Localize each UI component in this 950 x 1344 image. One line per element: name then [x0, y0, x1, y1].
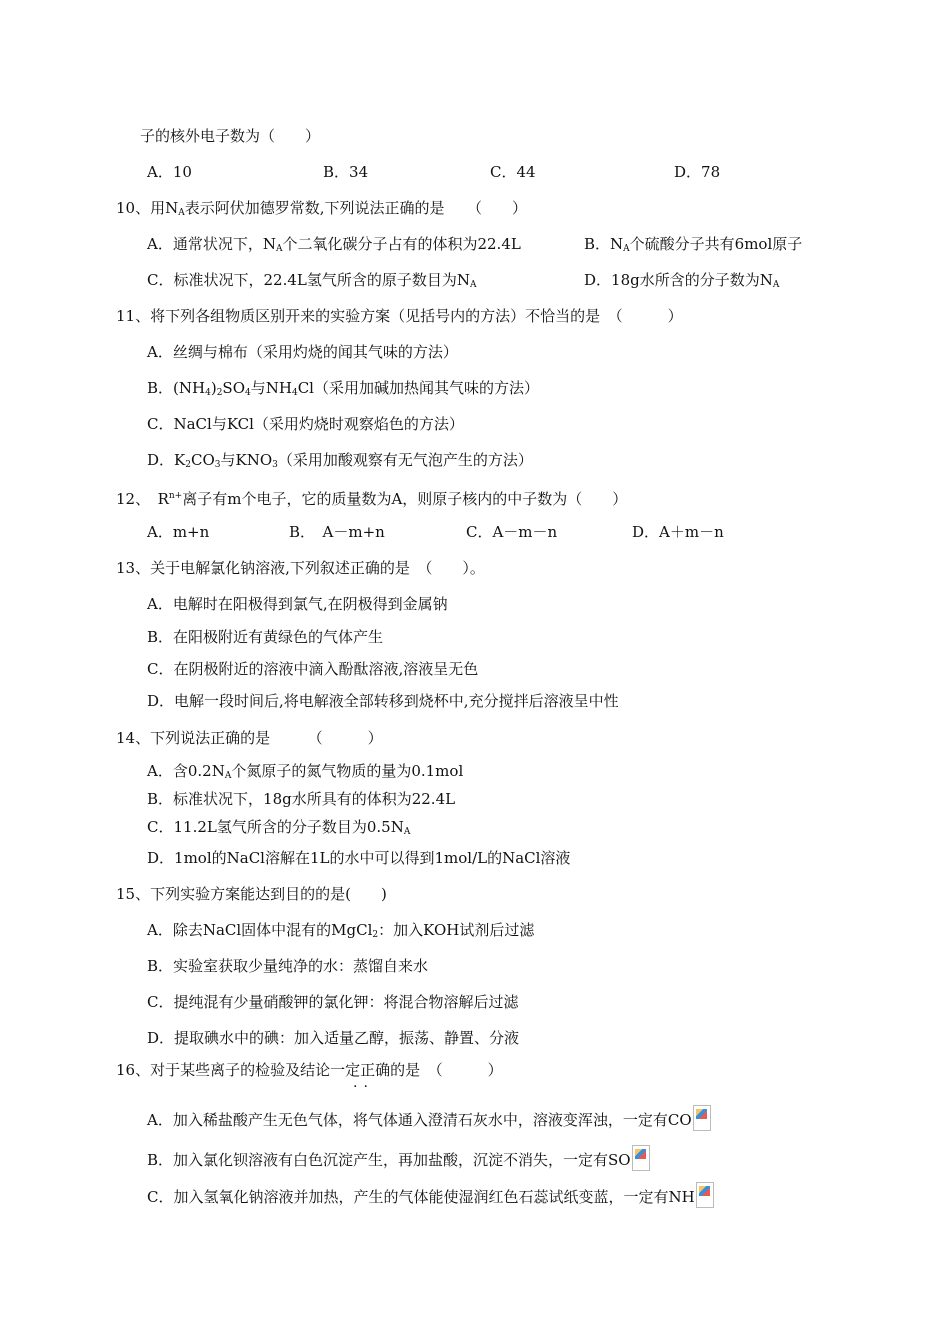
- q14-option-a: A．含$0.2N_A$个氮原子的氮气物质的量为0.1mol: [147, 762, 464, 781]
- q16-option-a: A．加入稀盐酸产生无色气体，将气体通入澄清石灰水中，溶液变浑浊，一定有CO: [147, 1105, 711, 1131]
- q10-option-d: D．18g水所含的分子数为$N_A$: [584, 271, 780, 290]
- q11-stem: 11、将下列各组物质区别开来的实验方案（见括号内的方法）不恰当的是 （ ）: [116, 307, 683, 325]
- q13-option-d: D．电解一段时间后,将电解液全部转移到烧杯中,充分搅拌后溶液呈中性: [147, 692, 619, 710]
- q9-option-c: C．44: [490, 163, 536, 181]
- q16-option-b: B．加入氯化钡溶液有白色沉淀产生，再加盐酸，沉淀不消失，一定有SO: [147, 1145, 650, 1171]
- broken-image-icon: [693, 1105, 711, 1131]
- broken-image-icon: [632, 1145, 650, 1171]
- q14-stem: 14、下列说法正确的是 （ ）: [116, 729, 383, 747]
- q12-stem: 12、 $R^{n+}$离子有m个电子，它的质量数为A，则原子核内的中子数为（ ）: [116, 490, 628, 508]
- q10-option-a: A．通常状况下，$N_A$个二氧化碳分子占有的体积为22.4L: [147, 235, 521, 254]
- emphasis-dots: ..: [353, 1075, 374, 1091]
- q13-option-b: B．在阳极附近有黄绿色的气体产生: [147, 628, 384, 646]
- q15-option-c: C．提纯混有少量硝酸钾的氯化钾：将混合物溶解后过滤: [147, 993, 519, 1011]
- q12-option-c: C．A－m－n: [466, 523, 558, 541]
- q13-option-c: C．在阴极附近的溶液中滴入酚酞溶液,溶液呈无色: [147, 660, 479, 678]
- q11-option-b: B．$(NH_4)_2SO_4$与$NH_4Cl$（采用加碱加热闻其气味的方法）: [147, 379, 539, 398]
- q15-option-b: B．实验室获取少量纯净的水：蒸馏自来水: [147, 957, 429, 975]
- q9-stem-tail: 子的核外电子数为（ ）: [140, 127, 321, 145]
- q16-option-c: C．加入氢氧化钠溶液并加热，产生的气体能使湿润红色石蕊试纸变蓝，一定有NH: [147, 1182, 714, 1208]
- q15-option-a: A．除去NaCl固体中混有的MgCl$_2$：加入KOH试剂后过滤: [147, 921, 535, 940]
- q12-option-a: A．m+n: [147, 523, 210, 541]
- q11-option-a: A．丝绸与棉布（采用灼烧的闻其气味的方法）: [147, 343, 458, 361]
- q14-option-d: D．1mol的NaCl溶解在1L的水中可以得到1mol/L的NaCl溶液: [147, 849, 571, 867]
- q15-option-d: D．提取碘水中的碘：加入适量乙醇，振荡、静置、分液: [147, 1029, 520, 1047]
- q13-stem: 13、关于电解氯化钠溶液,下列叙述正确的是 （ ）。: [116, 559, 485, 577]
- q15-stem: 15、下列实验方案能达到目的的是( ): [116, 885, 387, 903]
- q13-option-a: A．电解时在阳极得到氯气,在阴极得到金属钠: [147, 595, 448, 613]
- q16-stem: 16、对于某些离子的检验及结论一定正确的是 （ ）: [116, 1061, 503, 1079]
- q10-option-b: B．$N_A$个硫酸分子共有6mol原子: [584, 235, 803, 254]
- q9-option-b: B．34: [323, 163, 369, 181]
- q9-option-a: A．10: [147, 163, 192, 181]
- q14-option-c: C．11.2L氢气所含的分子数目为$0.5N_A$: [147, 818, 411, 837]
- q14-option-b: B．标准状况下，18g水所具有的体积为22.4L: [147, 790, 456, 808]
- q11-option-d: D．$K_2CO_3$与$KNO_3$（采用加酸观察有无气泡产生的方法）: [147, 451, 533, 470]
- q12-option-d: D．A＋m－n: [632, 523, 724, 541]
- broken-image-icon: [696, 1182, 714, 1208]
- q9-option-d: D．78: [674, 163, 721, 181]
- q10-stem: 10、用$N_A$表示阿伏加德罗常数,下列说法正确的是 （ ）: [116, 199, 527, 218]
- q10-option-c: C．标准状况下，22.4L氢气所含的原子数目为$N_A$: [147, 271, 477, 290]
- q11-option-c: C．NaCl与KCl（采用灼烧时观察焰色的方法）: [147, 415, 464, 433]
- q12-option-b: B． A－m+n: [289, 523, 385, 541]
